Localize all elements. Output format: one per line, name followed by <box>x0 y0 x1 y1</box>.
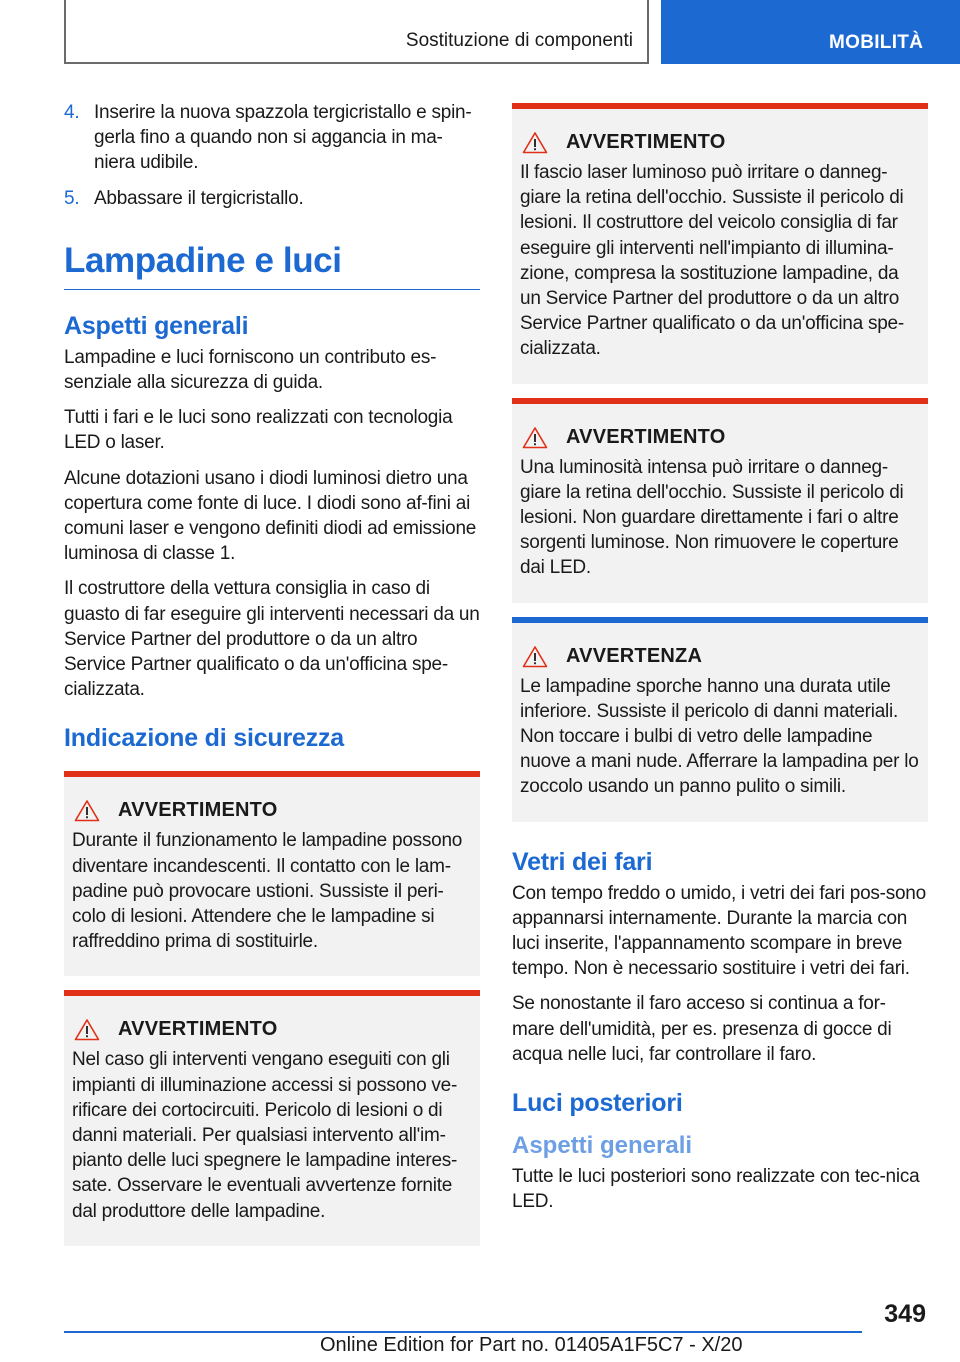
paragraph: Il costruttore della vettura consiglia in caso di guasto di far eseguire gli interventi necessari da un Service Partner del produttore o da un altro Service Partner qualificato o da un'officina spe-cializzata. <box>64 578 480 701</box>
notice-box <box>512 617 928 822</box>
warning-text: Il fascio laser luminoso può irritare o danneg-giare la retina dell'occhio. Sussiste il pericolo di lesioni. Il costruttore del veicolo consiglia di far eseguire gli interventi nell'impianto di illumina-zione, compresa la sostituzione lampadine, da un Service Partner del produttore o da un altro Service Partner qualificato o da un'officina spe-cializzata. <box>520 162 904 360</box>
warning-text: Durante il funzionamento le lampadine possono diventare incandescenti. Il contatto con le lam-padine può provocare ustioni. Sussiste il peri-colo di lesioni. Attendere che le lampadine si raffreddino prima di sostituirle. <box>72 830 463 953</box>
warning-title-row <box>520 645 921 668</box>
warning-title-row <box>520 131 921 154</box>
warning-title: AVVERTIMENTO <box>566 131 726 153</box>
left-column <box>64 100 480 1260</box>
warning-box <box>512 398 928 603</box>
warning-title: AVVERTIMENTO <box>566 425 726 448</box>
warning-title: AVVERTIMENTO <box>118 1018 278 1041</box>
step-item <box>64 186 480 211</box>
warning-box <box>64 990 480 1245</box>
right-column <box>512 103 928 1224</box>
warning-triangle-icon <box>522 426 548 449</box>
section-heading-safety: Indicazione di sicurezza <box>64 724 345 753</box>
step-text: Inserire la nuova spazzola tergicristallo e spin-gerla fino a quando non si aggancia in ma-niera udibile. <box>94 102 472 174</box>
section-heading-rear: Luci posteriori <box>512 1089 683 1118</box>
warning-box <box>512 103 928 384</box>
warning-triangle-icon <box>74 799 100 822</box>
paragraph: Lampadine e luci forniscono un contributo es-senziale alla sicurezza di guida. <box>64 346 437 394</box>
paragraph: Se nonostante il faro acceso si continua a for-mare dell'umidità, per es. presenza di gocce di acqua nelle luci, far controllare il faro. <box>512 993 892 1065</box>
warning-triangle-icon <box>522 645 548 668</box>
warning-title-row <box>520 426 921 449</box>
header-chapter-tab <box>661 0 960 64</box>
step-number: 5. <box>64 187 80 209</box>
warning-triangle-icon <box>74 1018 100 1041</box>
step-number: 4. <box>64 102 80 123</box>
step-text: Abbassare il tergicristallo. <box>94 187 304 209</box>
footer-divider <box>64 1331 862 1333</box>
warning-text: Una luminosità intensa può irritare o danneg-giare la retina dell'occhio. Sussiste il pericolo di lesioni. Non guardare direttamente i fari o altre sorgenti luminose. Non rimuovere le coperture dai LED. <box>520 456 904 579</box>
warning-title: AVVERTENZA <box>566 644 703 667</box>
chapter-title: MOBILITÀ <box>829 32 924 53</box>
warning-text: Nel caso gli interventi vengano eseguiti con gli impianti di illuminazione accessi si possono ve-rificare dei cortocircuiti. Pericolo di lesioni o di danni materiali. Per qualsiasi intervento all'im-pianto delle luci spegnere le lampadine interes-sate. Osservare le eventuali avvertenze fornite dal produttore delle lampadine. <box>72 1049 458 1222</box>
warning-title-row <box>72 1018 473 1041</box>
paragraph: Tutti i fari e le luci sono realizzati con tecnologia LED o laser. <box>64 407 453 454</box>
warning-text: Le lampadine sporche hanno una durata utile inferiore. Sussiste il pericolo di danni materiali. Non toccare i bulbi di vetro delle lampadine nuove a mani nude. Afferrare la lampadina per lo zoccolo usando un panno pulito o simili. <box>520 675 919 798</box>
page-number: 349 <box>884 1300 926 1328</box>
paragraph: Tutte le luci posteriori sono realizzate con tec-nica LED. <box>512 1166 920 1213</box>
section-title: Sostituzione di componenti <box>405 30 633 51</box>
paragraph: Alcune dotazioni usano i diodi luminosi dietro una copertura come fonte di luce. I diodi sono af-fini ai comuni laser e vengono definiti diodi ad emissione luminosa di classe 1. <box>64 467 477 565</box>
step-item <box>64 100 480 176</box>
warning-title-row <box>72 799 473 822</box>
header-section-box <box>64 0 649 64</box>
chapter-heading: Lampadine e luci <box>64 241 480 290</box>
section-heading-glass: Vetri dei fari <box>512 847 653 876</box>
footer-edition: Online Edition for Part no. 01405A1F5C7 - X/20 <box>320 1334 743 1356</box>
section-heading-general: Aspetti generali <box>64 311 249 340</box>
paragraph: Con tempo freddo o umido, i vetri dei fari pos-sono appannarsi internamente. Durante la marcia con luci inserite, l'appannamento scompare in breve tempo. Non è necessario sostituire i vetri dei fari. <box>512 882 926 980</box>
subsection-heading-general: Aspetti generali <box>512 1132 693 1160</box>
warning-title: AVVERTIMENTO <box>118 799 278 822</box>
warning-triangle-icon <box>522 131 548 154</box>
warning-box <box>64 771 480 976</box>
